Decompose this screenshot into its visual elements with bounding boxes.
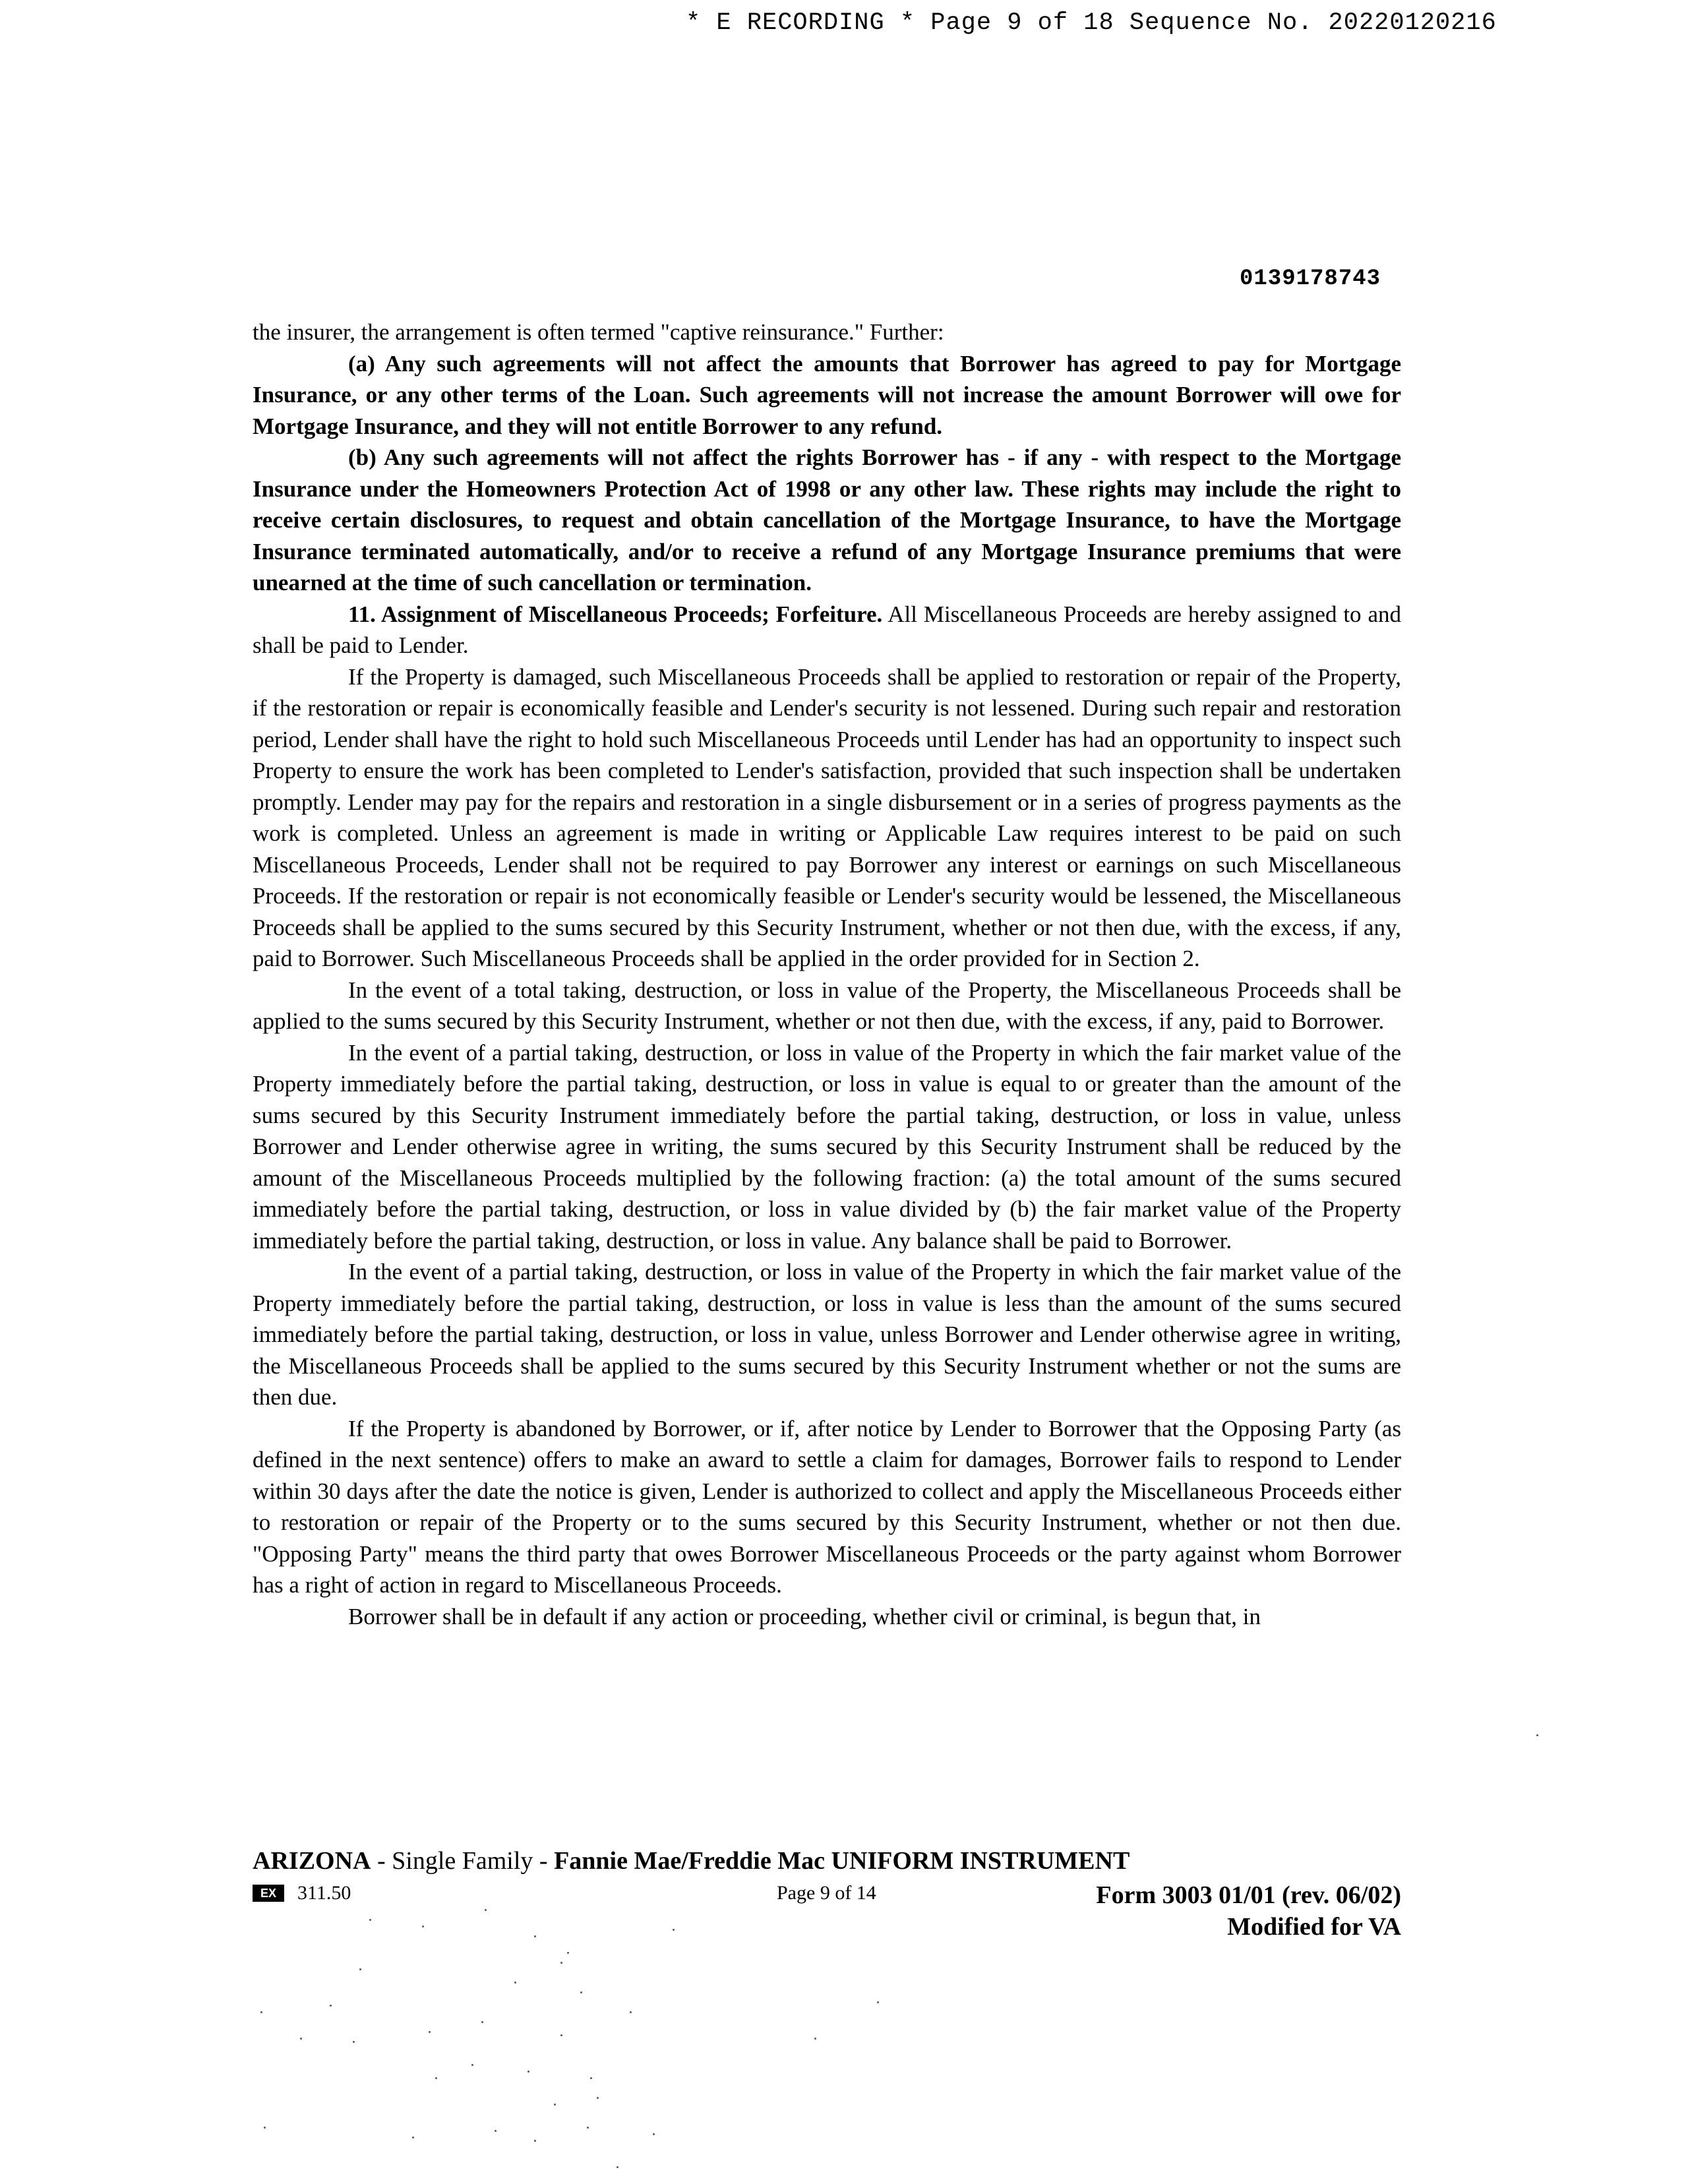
paragraph-7: In the event of a partial taking, destruction, or loss in value of the Property in which the fair market value of the Property immediately before the partial taking, destruction, or loss in value is equal to or greater than the amount of the sums secured by this Security Instrument immediately before the partial taking, destruction, or loss in value, unless Borrower and Lender otherwise agree in writing, the sums secured by this Security Instrument shall be reduced by the amount of the Miscellaneous Proceeds multiplied by the following fraction: (a) the total amount of the sums secured immediately before the partial taking, destruction, or loss in value divided by (b) the fair market value of the Property immediately before the partial taking, destruction, or loss in value. Any balance shall be paid to Borrower. [253, 1039, 1401, 1254]
section-11-heading: 11. Assignment of Miscellaneous Proceeds; Forfeiture. [348, 601, 883, 627]
section-11-text: All Miscellaneous Proceeds are hereby assigned to and shall be paid to Lender. [253, 601, 1401, 658]
footer-state: ARIZONA [253, 1847, 371, 1875]
footer-title [253, 1846, 1130, 1875]
form-logo-icon: EX [253, 1885, 284, 1902]
paragraph-8: In the event of a partial taking, destruction, or loss in value of the Property in which the fair market value of the Property immediately before the partial taking, destruction, or loss in value is less than the amount of the sums secured immediately before the partial taking, destruction, or loss in value, unless Borrower and Lender otherwise agree in writing, the Miscellaneous Proceeds shall be applied to the sums secured by this Security Instrument whether or not the sums are then due. [253, 1259, 1401, 1410]
footer-title-rest: - Single Family - [371, 1847, 555, 1875]
paragraph-6: In the event of a total taking, destruction, or loss in value of the Property, the Miscellaneous Proceeds shall be applied to the sums secured by this Security Instrument, whether or not then due, with the excess, if any, paid to Borrower. [253, 977, 1401, 1034]
form-number: Form 3003 01/01 (rev. 06/02) [1096, 1881, 1401, 1909]
paragraph-3: (b) Any such agreements will not affect the rights Borrower has - if any - with respect to the Mortgage Insurance under the Homeowners Protection Act of 1998 or any other law. These rights may include the right to receive certain disclosures, to request and obtain cancellation of the Mortgage Insurance, to have the Mortgage Insurance terminated automatically, and/or to receive a refund of any Mortgage Insurance premiums that were unearned at the time of such cancellation or termination. [253, 444, 1401, 595]
paragraph-2: (a) Any such agreements will not affect the amounts that Borrower has agreed to pay for Mortgage Insurance, or any other terms of the Loan. Such agreements will not increase the amount Borrower will owe for Mortgage Insurance, and they will not entitle Borrower to any refund. [253, 350, 1401, 439]
paragraph-9: If the Property is abandoned by Borrower, or if, after notice by Lender to Borrower that the Opposing Party (as defined in the next sentence) offers to make an award to settle a claim for damages, Borrower fails to respond to Lender within 30 days after the date the notice is given, Lender is authorized to collect and apply the Miscellaneous Proceeds either to restoration or repair of the Property or to the sums secured by this Security Instrument, whether or not then due. "Opposing Party" means the third party that owes Borrower Miscellaneous Proceeds or the party against whom Borrower has a right of action in regard to Miscellaneous Proceeds. [253, 1415, 1401, 1598]
footer-title-bold: Fannie Mae/Freddie Mac UNIFORM INSTRUMENT [554, 1847, 1130, 1875]
document-body [253, 317, 1401, 1632]
page-count: Page 9 of 14 [777, 1882, 876, 1904]
paragraph-5: If the Property is damaged, such Miscellaneous Proceeds shall be applied to restoration or repair of the Property, if the restoration or repair is economically feasible and Lender's security is not lessened. During such repair and restoration period, Lender shall have the right to hold such Miscellaneous Proceeds until Lender has had an opportunity to inspect such Property to ensure the work has been completed to Lender's satisfaction, provided that such inspection shall be undertaken promptly. Lender may pay for the repairs and restoration in a single disbursement or in a series of progress payments as the work is completed. Unless an agreement is made in writing or Applicable Law requires interest to be paid on such Miscellaneous Proceeds, Lender shall not be required to pay Borrower any interest or earnings on such Miscellaneous Proceeds. If the restoration or repair is not economically feasible or Lender's security would be lessened, the Miscellaneous Proceeds shall be applied to the sums secured by this Security Instrument, whether or not then due, with the excess, if any, paid to Borrower. Such Miscellaneous Proceeds shall be applied in the order provided for in Section 2. [253, 663, 1401, 971]
loan-number: 0139178743 [1240, 266, 1381, 291]
recording-header: * E RECORDING * Page 9 of 18 Sequence No. 20220120216 [686, 9, 1497, 37]
form-code: 311.50 [297, 1882, 351, 1904]
footer-row [253, 1881, 1401, 1910]
paragraph-10: Borrower shall be in default if any action or proceeding, whether civil or criminal, is begun that, in [348, 1603, 1261, 1629]
paragraph-1: the insurer, the arrangement is often termed "captive reinsurance." Further: [253, 319, 944, 345]
modified-note: Modified for VA [1227, 1913, 1401, 1941]
paragraph-4 [253, 599, 1401, 661]
